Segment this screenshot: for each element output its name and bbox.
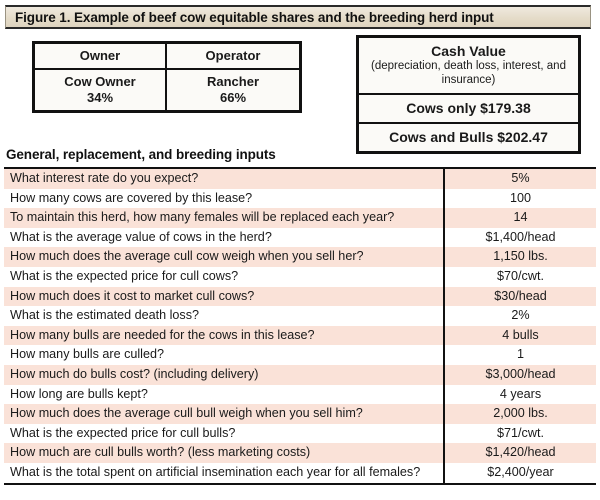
shares-header-owner: Owner xyxy=(35,44,167,68)
input-question: How much does the average cull cow weigh when you sell her? xyxy=(4,247,444,267)
cash-value-cows-and-bulls: Cows and Bulls $202.47 xyxy=(359,124,578,151)
input-value: $3,000/head xyxy=(444,365,596,385)
shares-value-row xyxy=(35,70,299,110)
table-row xyxy=(4,345,596,365)
input-value: $70/cwt. xyxy=(444,267,596,287)
figure-title-bar xyxy=(5,5,591,29)
input-question: What is the total spent on artificial insemination each year for all females? xyxy=(4,463,444,483)
input-value: 5% xyxy=(444,169,596,189)
input-question: How much do bulls cost? (including delivery) xyxy=(4,365,444,385)
table-row xyxy=(4,306,596,326)
table-row xyxy=(4,326,596,346)
table-row xyxy=(4,169,596,189)
shares-header-row xyxy=(35,44,299,70)
input-question: What is the estimated death loss? xyxy=(4,306,444,326)
input-value: 1,150 lbs. xyxy=(444,247,596,267)
equitable-shares-table xyxy=(32,41,302,113)
input-value: $1,400/head xyxy=(444,228,596,248)
table-row xyxy=(4,267,596,287)
table-row xyxy=(4,443,596,463)
table-row xyxy=(4,463,596,483)
input-value: 4 bulls xyxy=(444,326,596,346)
input-question: How many bulls are culled? xyxy=(4,345,444,365)
table-row xyxy=(4,365,596,385)
shares-operator-percent: 66% xyxy=(219,89,247,105)
cash-value-cows-only: Cows only $179.38 xyxy=(359,95,578,124)
input-value: $2,400/year xyxy=(444,463,596,483)
input-question: How many cows are covered by this lease? xyxy=(4,189,444,209)
cash-value-box xyxy=(356,35,581,154)
table-row xyxy=(4,247,596,267)
table-row xyxy=(4,208,596,228)
input-value: $1,420/head xyxy=(444,443,596,463)
inputs-table-grid xyxy=(4,169,596,483)
input-question: To maintain this herd, how many females will be replaced each year? xyxy=(4,208,444,228)
input-value: $30/head xyxy=(444,287,596,307)
input-question: How much does the average cull bull weigh when you sell him? xyxy=(4,404,444,424)
input-value: 2% xyxy=(444,306,596,326)
table-row xyxy=(4,189,596,209)
input-question: How long are bulls kept? xyxy=(4,385,444,405)
table-row xyxy=(4,228,596,248)
input-value: 1 xyxy=(444,345,596,365)
input-question: How much does it cost to market cull cows? xyxy=(4,287,444,307)
input-value: 14 xyxy=(444,208,596,228)
table-row xyxy=(4,404,596,424)
input-question: How many bulls are needed for the cows in this lease? xyxy=(4,326,444,346)
inputs-table xyxy=(4,167,596,485)
input-value: 100 xyxy=(444,189,596,209)
figure-title: Figure 1. Example of beef cow equitable shares and the breeding herd input xyxy=(15,9,494,25)
input-question: How much are cull bulls worth? (less marketing costs) xyxy=(4,443,444,463)
input-question: What is the expected price for cull cows? xyxy=(4,267,444,287)
cash-value-header xyxy=(359,38,578,95)
inputs-section-header: General, replacement, and breeding inputs xyxy=(6,147,276,162)
input-question: What interest rate do you expect? xyxy=(4,169,444,189)
table-row xyxy=(4,424,596,444)
shares-operator-role: Rancher xyxy=(206,74,260,90)
input-value: 4 years xyxy=(444,385,596,405)
shares-owner-role: Cow Owner xyxy=(64,74,136,90)
input-value: 2,000 lbs. xyxy=(444,404,596,424)
input-question: What is the average value of cows in the herd? xyxy=(4,228,444,248)
table-row xyxy=(4,287,596,307)
cash-value-subtitle: (depreciation, death loss, interest, and insurance) xyxy=(371,60,566,86)
input-question: What is the expected price for cull bulls? xyxy=(4,424,444,444)
inputs-table-body xyxy=(4,169,596,483)
input-value: $71/cwt. xyxy=(444,424,596,444)
table-row xyxy=(4,385,596,405)
shares-owner-percent: 34% xyxy=(86,89,114,105)
shares-header-operator: Operator xyxy=(167,44,299,68)
shares-value-owner xyxy=(35,70,167,110)
shares-value-operator xyxy=(167,70,299,110)
cash-value-title: Cash Value xyxy=(431,43,506,59)
